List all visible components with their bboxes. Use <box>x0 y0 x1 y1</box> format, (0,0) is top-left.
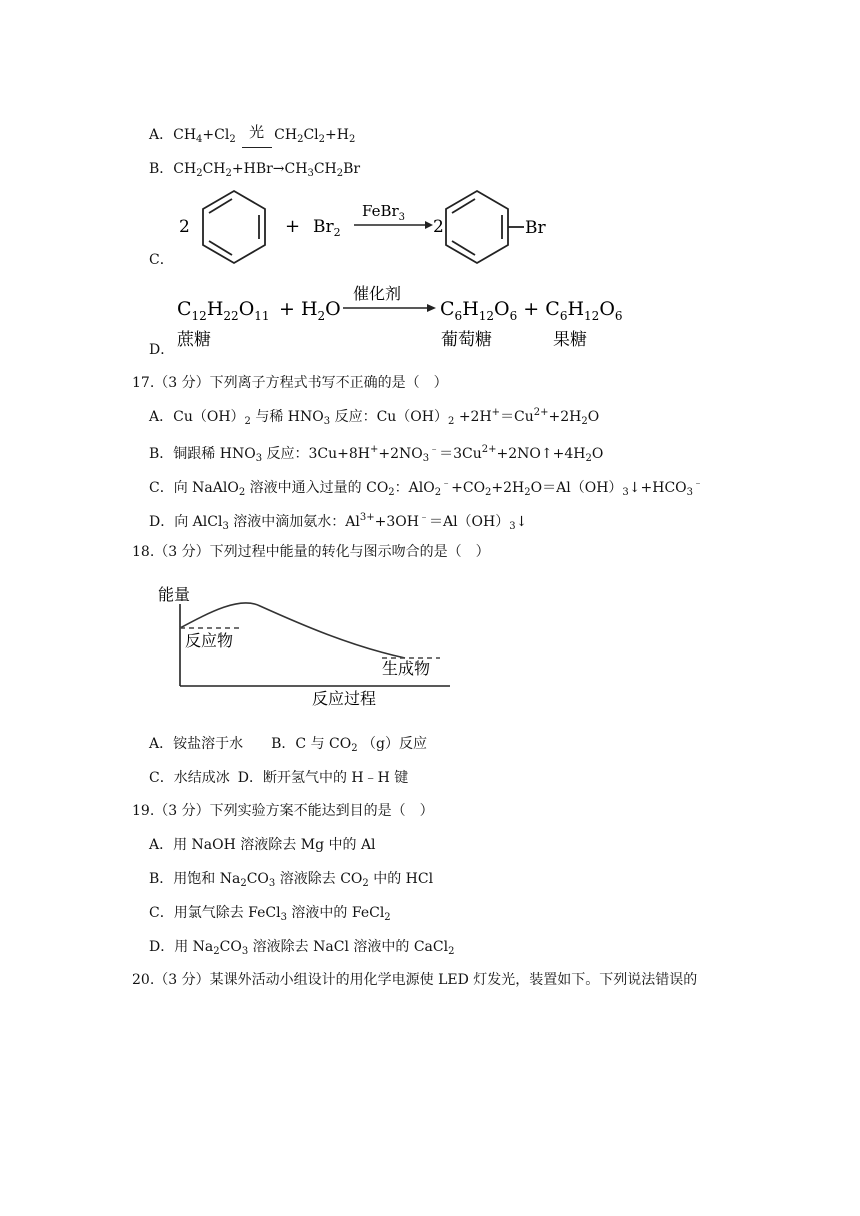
q20-stem: 20.（3 分）某课外活动小组设计的用化学电源使 LED 灯发光，装置如下。下列说法错误的 <box>132 972 698 988</box>
q18-options-cd: C．水结成冰 D．断开氢气中的 H﹣H 键 <box>149 770 409 786</box>
q16-option-b: B．$CH_2CH_2+HBr\to CH_3CH_2Br$ <box>149 161 361 179</box>
sucrose-formula: $C_{12}H_{22}O_{11}$ <box>177 298 270 323</box>
q19-option-a: A．用 NaOH 溶液除去 Mg 中的 Al <box>149 837 376 853</box>
benzene-bromination-image <box>175 186 555 268</box>
q19-option-c: C．用氯气除去 FeCl$_3$ 溶液中的 FeCl$_2$ <box>149 905 391 923</box>
q17-option-c: C．向 NaAlO$_2$ 溶液中通入过量的 $CO_2$：$AlO_2^﹣+CO_2+2H_2O=Al(OH)_3↓+HCO_3^﹣$ <box>149 478 704 498</box>
sucrose-hydrolysis-image <box>175 283 623 353</box>
reactant-label: 反应物 <box>185 631 234 650</box>
br-substituent: Br <box>525 218 546 238</box>
catalyst-febr3: FeBr$_3$ <box>362 202 406 223</box>
q18-options-ab: A．铵盐溶于水 B．C 与 $CO_2$ （g）反应 <box>149 736 428 754</box>
benzene-ring-icon <box>203 191 265 263</box>
q19-stem: 19.（3 分）下列实验方案不能达到目的是（ ） <box>132 803 434 819</box>
plus: + <box>285 216 301 237</box>
q17-option-d: D．向 AlCl$_3$ 溶液中滴加氨水：$Al^{3+}+3OH^﹣=Al(OH)_3↓$ <box>149 512 528 532</box>
catalyst-label: 催化剂 <box>353 284 402 303</box>
br2: $Br_2$ <box>313 217 341 239</box>
energy-axis-label: 能量 <box>158 585 191 604</box>
q16-option-a: A．$CH_4+Cl_2$ 光 $CH_2Cl_2+H_2$ <box>149 124 355 145</box>
q19-option-d: D．用 $Na_2CO_3$ 溶液除去 NaCl 溶液中的 CaCl$_2$ <box>149 939 455 957</box>
q18-stem: 18.（3 分）下列过程中能量的转化与图示吻合的是（ ） <box>132 544 490 560</box>
coef-2: 2 <box>433 217 444 237</box>
sucrose-name: 蔗糖 <box>177 330 211 350</box>
q19-option-b: B．用饱和 $Na_2CO_3$ 溶液除去 $CO_2$ 中的 HCl <box>149 871 434 889</box>
q17-option-b: B．铜跟稀 $HNO_3$ 反应：$3Cu+8H^++2NO_3^﹣=3Cu^{2+}+2NO↑+4H_2O$ <box>149 444 604 464</box>
q16-option-c-label: C． <box>149 252 174 268</box>
water: + $H_2O$ <box>279 298 341 323</box>
coef-1: 2 <box>179 217 190 237</box>
fructose-name: 果糖 <box>553 330 587 350</box>
q17-option-a: A．$Cu(OH)_2$ 与稀 $HNO_3$ 反应：$Cu(OH)_2 +2H^+=Cu^{2+}+2H_2O$ <box>149 407 600 427</box>
product-label: 生成物 <box>382 659 431 678</box>
q17-stem: 17.（3 分）下列离子方程式书写不正确的是（ ） <box>132 375 448 391</box>
q16-option-d-label: D． <box>149 342 175 358</box>
bromobenzene-ring-icon <box>446 191 524 263</box>
energy-diagram <box>150 576 460 710</box>
x-axis-label: 反应过程 <box>312 689 377 708</box>
products-formula: $C_6H_{12}O_6 + C_6H_{12}O_6$ <box>440 298 623 323</box>
glucose-name: 葡萄糖 <box>441 330 492 350</box>
